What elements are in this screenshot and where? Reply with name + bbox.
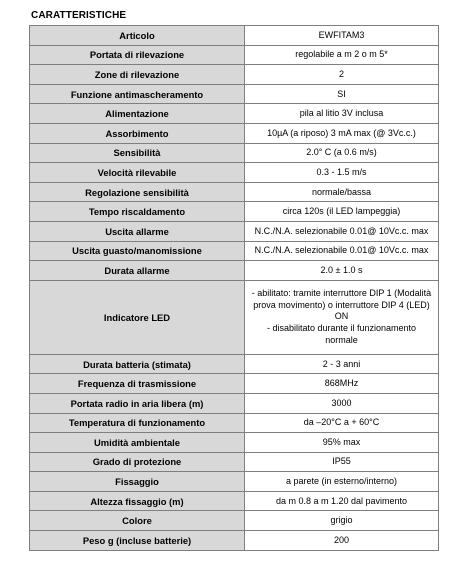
table-row — [30, 221, 439, 241]
spec-value: EWFITAM3 — [245, 26, 439, 46]
spec-label: Grado di protezione — [30, 452, 245, 472]
spec-label: Altezza fissaggio (m) — [30, 491, 245, 511]
spec-label: Tempo riscaldamento — [30, 202, 245, 222]
table-row — [30, 280, 439, 354]
spec-label: Portata radio in aria libera (m) — [30, 393, 245, 413]
spec-label: Portata di rilevazione — [30, 45, 245, 65]
spec-label: Durata allarme — [30, 261, 245, 281]
specifications-table-body — [30, 26, 439, 551]
spec-value: 10µA (a riposo) 3 mA max (@ 3Vc.c.) — [245, 123, 439, 143]
spec-label: Uscita guasto/manomissione — [30, 241, 245, 261]
spec-value: regolabile a m 2 o m 5* — [245, 45, 439, 65]
table-row — [30, 433, 439, 453]
spec-value: 200 — [245, 531, 439, 551]
spec-label: Regolazione sensibilità — [30, 182, 245, 202]
spec-label: Temperatura di funzionamento — [30, 413, 245, 433]
spec-label: Peso g (incluse batterie) — [30, 531, 245, 551]
table-row — [30, 163, 439, 183]
spec-value: pila al litio 3V inclusa — [245, 104, 439, 124]
table-row — [30, 511, 439, 531]
led-value-line: ON — [334, 311, 349, 322]
spec-value: 2 - 3 anni — [245, 354, 439, 374]
specifications-table — [29, 25, 439, 551]
spec-label: Funzione antimascheramento — [30, 84, 245, 104]
section-heading: CARATTERISTICHE — [31, 10, 127, 21]
spec-label: Durata batteria (stimata) — [30, 354, 245, 374]
spec-label: Uscita allarme — [30, 221, 245, 241]
spec-label: Articolo — [30, 26, 245, 46]
spec-label: Assorbimento — [30, 123, 245, 143]
table-row — [30, 65, 439, 85]
spec-label: Zone di rilevazione — [30, 65, 245, 85]
spec-value: da m 0.8 a m 1.20 dal pavimento — [245, 491, 439, 511]
spec-label: Sensibilità — [30, 143, 245, 163]
table-row — [30, 531, 439, 551]
spec-value: N.C./N.A. selezionabile 0.01@ 10Vc.c. max — [245, 241, 439, 261]
table-row — [30, 452, 439, 472]
spec-value: circa 120s (il LED lampeggia) — [245, 202, 439, 222]
table-row — [30, 123, 439, 143]
spec-value-led-indicator — [245, 280, 439, 354]
spec-value: SI — [245, 84, 439, 104]
table-row — [30, 491, 439, 511]
spec-value: 2 — [245, 65, 439, 85]
spec-value: normale/bassa — [245, 182, 439, 202]
spec-label: Umidità ambientale — [30, 433, 245, 453]
table-row — [30, 45, 439, 65]
table-row — [30, 84, 439, 104]
table-row — [30, 202, 439, 222]
table-row — [30, 143, 439, 163]
spec-value: 3000 — [245, 393, 439, 413]
spec-value: 0.3 - 1.5 m/s — [245, 163, 439, 183]
table-row — [30, 26, 439, 46]
table-row — [30, 182, 439, 202]
table-row — [30, 374, 439, 394]
led-value-line: - disabilitato durante il funzionamento — [266, 323, 417, 334]
spec-value: a parete (in esterno/interno) — [245, 472, 439, 492]
spec-value: 2.0 ± 1.0 s — [245, 261, 439, 281]
spec-value: 95% max — [245, 433, 439, 453]
led-value-line: normale — [325, 334, 358, 345]
table-row — [30, 104, 439, 124]
spec-label: Indicatore LED — [30, 280, 245, 354]
spec-value: IP55 — [245, 452, 439, 472]
table-row — [30, 413, 439, 433]
spec-label: Velocità rilevabile — [30, 163, 245, 183]
spec-label: Alimentazione — [30, 104, 245, 124]
table-row — [30, 354, 439, 374]
table-row — [30, 472, 439, 492]
led-value-line: - abilitato: tramite interruttore DIP 1 (Modalità — [251, 288, 432, 299]
spec-label: Colore — [30, 511, 245, 531]
table-row — [30, 261, 439, 281]
spec-value: N.C./N.A. selezionabile 0.01@ 10Vc.c. max — [245, 221, 439, 241]
spec-value: 2.0° C (a 0.6 m/s) — [245, 143, 439, 163]
table-row — [30, 241, 439, 261]
spec-value: da –20°C a + 60°C — [245, 413, 439, 433]
spec-value: 868MHz — [245, 374, 439, 394]
table-row — [30, 393, 439, 413]
spec-label: Frequenza di trasmissione — [30, 374, 245, 394]
led-value-line: prova movimento) o interruttore DIP 4 (LED) — [253, 299, 430, 310]
spec-value: grigio — [245, 511, 439, 531]
spec-label: Fissaggio — [30, 472, 245, 492]
